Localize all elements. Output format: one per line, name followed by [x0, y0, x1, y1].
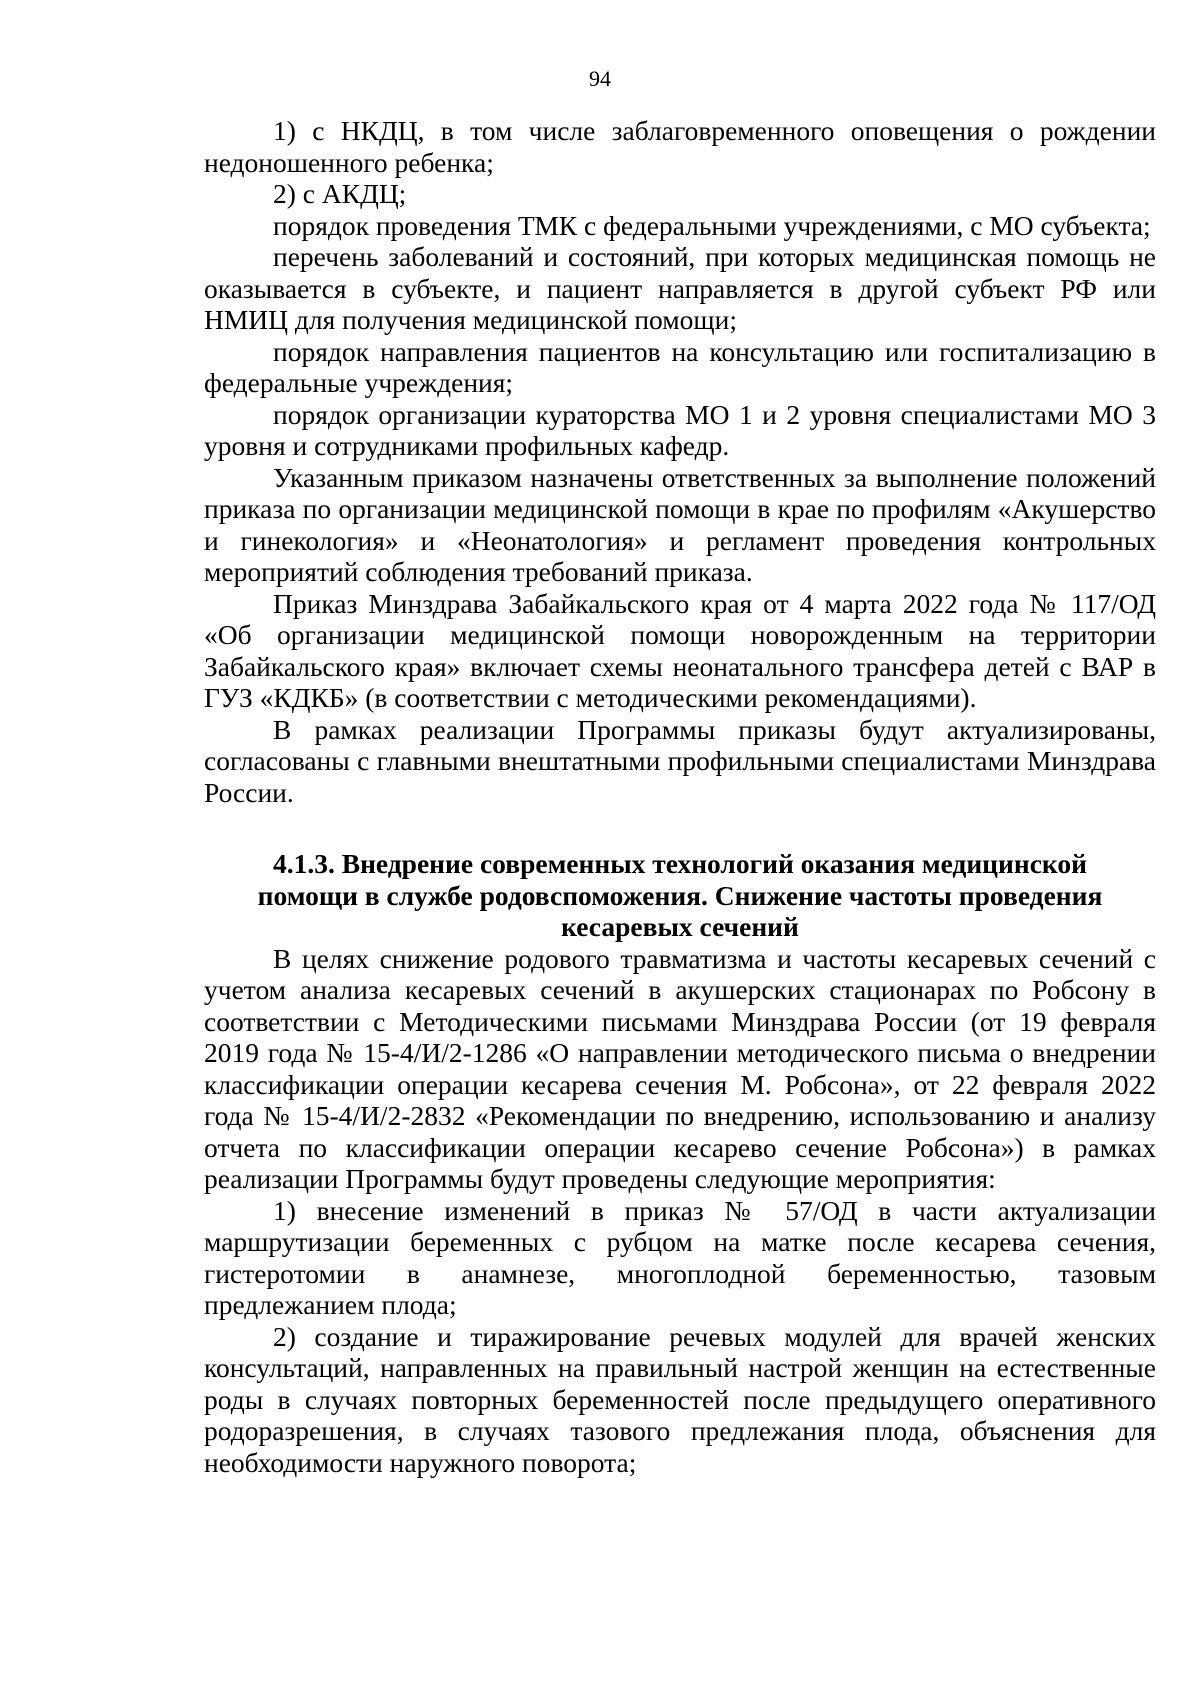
page-number: 94: [589, 66, 611, 91]
paragraph: порядок направления пациентов на консультацию или госпитализацию в федеральные учреждения;: [204, 335, 1156, 398]
paragraph: В целях снижение родового травматизма и частоты кесаревых сечений с учетом анализа кесаревых сечений в акушерских стационарах по Робсону в соответствии с Методическими письмами Минздрава России (от 19 февраля 2019 года № 15-4/И/2-1286 «О направлении методического письма о внедрении классификации операции кесарева сечения М. Робсона», от 22 февраля 2022 года № 15-4/И/2-2832 «Рекомендации по внедрению, использованию и анализу отчета по классификации операции кесарево сечение Робсона») в рамках реализации Программы будут проведены следующие мероприятия:: [204, 942, 1156, 1194]
document-body: [204, 115, 1156, 1478]
paragraph: Указанным приказом назначены ответственных за выполнение положений приказа по организации медицинской помощи в крае по профилям «Акушерство и гинекология» и «Неонатология» и регламент проведения контрольных мероприятий соблюдения требований приказа.: [204, 461, 1156, 587]
paragraph: 2) с АКДЦ;: [273, 178, 407, 209]
paragraph: порядок проведения ТМК с федеральными учреждениями, с МО субъекта;: [273, 209, 1151, 241]
paragraph: 1) внесение изменений в приказ № 57/ОД в части актуализации маршрутизации беременных с рубцом на матке после кесарева сечения, гистеротомии в анамнезе, многоплодной беременностью, тазовым предлежанием плода;: [204, 1194, 1156, 1320]
paragraph: перечень заболеваний и состояний, при которых медицинская помощь не оказывается в субъекте, и пациент направляется в другой субъект РФ или НМИЦ для получения медицинской помощи;: [204, 241, 1156, 335]
paragraph: 2) создание и тиражирование речевых модулей для врачей женских консультаций, направленных на правильный настрой женщин на естественные роды в случаях повторных беременностей после предыдущего оперативного родоразрешения, в случаях тазового предлежания плода, объяснения для необходимости наружного поворота;: [204, 1320, 1156, 1478]
paragraph: Приказ Минздрава Забайкальского края от 4 марта 2022 года № 117/ОД «Об организации медицинской помощи новорожденным на территории Забайкальского края» включает схемы неонатального трансфера детей с ВАР в ГУЗ «КДКБ» (в соответствии с методическими рекомендациями).: [204, 587, 1156, 713]
paragraph: 1) с НКДЦ, в том числе заблаговременного оповещения о рождении недоношенного ребенка;: [204, 115, 1156, 178]
section-heading: 4.1.3. Внедрение современных технологий оказания медицинской помощи в службе родовспоможения. Снижение частоты проведения кесаревых сечений: [257, 848, 1103, 942]
paragraph: В рамках реализации Программы приказы будут актуализированы, согласованы с главными внештатными профильными специалистами Минздрава России.: [204, 713, 1156, 808]
paragraph: порядок организации кураторства МО 1 и 2 уровня специалистами МО 3 уровня и сотрудниками профильных кафедр.: [204, 398, 1156, 461]
